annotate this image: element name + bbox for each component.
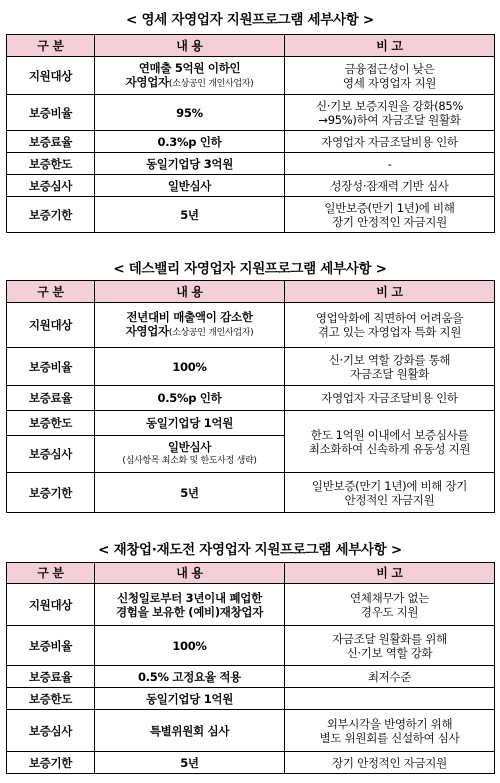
- row-remarks: [285, 584, 495, 626]
- remarks-line: 연체채무가 없는: [349, 590, 430, 605]
- header-content: 내 용: [95, 563, 285, 584]
- table-row: [7, 473, 495, 513]
- section-death-valley: [6, 255, 494, 525]
- row-remarks: 자영업자 자금조달비용 인하: [285, 131, 495, 153]
- table-row: [7, 153, 495, 175]
- section-small-business: [6, 0, 494, 255]
- remarks-line: 일반보증(만기 1년)에 비해: [324, 200, 455, 215]
- content-line: [98, 75, 281, 91]
- row-label: 보증심사: [7, 436, 95, 473]
- header-remarks: 비 고: [285, 563, 495, 584]
- content-line: [98, 324, 281, 340]
- table-row: [7, 584, 495, 626]
- row-label: 보증한도: [7, 153, 95, 175]
- row-remarks: 장기 안정적인 자금지원: [285, 752, 495, 774]
- remarks-line: 안정적인 자금지원: [344, 492, 435, 507]
- remarks-line: 별도 위원회를 신설하여 심사: [319, 730, 460, 745]
- remarks-line: 신·기보 역할 강화: [346, 645, 433, 660]
- row-label: 보증한도: [7, 411, 95, 436]
- table-row: [7, 175, 495, 197]
- header-category: 구 분: [7, 35, 95, 57]
- remarks-line: 장기 안정적인 자금지원: [332, 214, 447, 229]
- row-label: 보증비율: [7, 95, 95, 131]
- row-content: 일반심사: [95, 175, 285, 197]
- details-table: [6, 280, 495, 513]
- remarks-line: 영업악화에 직면하여 어려움을: [315, 311, 464, 325]
- table-header-row: [7, 35, 495, 57]
- row-label: 지원대상: [7, 303, 95, 348]
- table-row: [7, 688, 495, 710]
- row-content: 특별위원회 심사: [95, 710, 285, 752]
- row-content: 5년: [95, 197, 285, 233]
- row-label: 지원대상: [7, 584, 95, 626]
- content-note: (소상공인 개인사업자): [168, 328, 254, 338]
- remarks-line: 자금조달 원활화: [349, 366, 430, 381]
- row-remarks: [285, 303, 495, 348]
- row-content: 동일기업당 1억원: [95, 688, 285, 710]
- row-content: [95, 303, 285, 348]
- header-remarks: 비 고: [285, 35, 495, 57]
- section-title: < 재창업·재도전 자영업자 지원프로그램 세부사항 >: [98, 542, 402, 558]
- remarks-line: 겪고 있는 자영업자 특화 지원: [317, 325, 462, 339]
- content-note: (심사항목 최소화 및 한도사정 생략): [122, 456, 257, 466]
- row-label: 보증료율: [7, 386, 95, 411]
- row-content: [95, 436, 285, 473]
- table-row: [7, 303, 495, 348]
- row-content: 0.3%p 인하: [95, 131, 285, 153]
- table-row: [7, 57, 495, 95]
- row-content: 95%: [95, 95, 285, 131]
- row-content: [95, 57, 285, 95]
- row-label: 보증한도: [7, 688, 95, 710]
- row-remarks: 성장성·잠재력 기반 심사: [285, 175, 495, 197]
- row-content: 0.5% 고정요율 적용: [95, 666, 285, 688]
- remarks-line: 경우도 지원: [360, 604, 419, 619]
- row-remarks: [285, 348, 495, 386]
- remarks-line: →95%)하여 자금조달 원활화: [318, 112, 461, 127]
- remarks-line: 영세 자영업자 지원: [342, 75, 437, 90]
- table-row: [7, 411, 495, 436]
- table-row: [7, 710, 495, 752]
- row-content: 100%: [95, 348, 285, 386]
- row-content: 0.5%p 인하: [95, 386, 285, 411]
- table-row: [7, 131, 495, 153]
- row-label: 보증료율: [7, 131, 95, 153]
- content-emphasis: 자영업자: [125, 324, 169, 338]
- remarks-line: 금융접근성이 낮은: [344, 61, 435, 76]
- header-category: 구 분: [7, 563, 95, 584]
- table-header-row: [7, 563, 495, 584]
- header-remarks: 비 고: [285, 281, 495, 303]
- row-label: 보증심사: [7, 710, 95, 752]
- table-row: [7, 348, 495, 386]
- table-row: [7, 386, 495, 411]
- row-remarks: [285, 197, 495, 233]
- row-remarks: [285, 688, 495, 710]
- row-remarks: 최저수준: [285, 666, 495, 688]
- remarks-line: 일반보증(만기 1년)에 비해 장기: [311, 478, 468, 493]
- row-label: 보증기한: [7, 197, 95, 233]
- row-remarks: [285, 411, 495, 473]
- content-line: 연매출 5억원 이하인: [138, 60, 241, 75]
- details-table: [6, 34, 495, 233]
- table-row: [7, 95, 495, 131]
- row-remarks: 자영업자 자금조달비용 인하: [285, 386, 495, 411]
- row-content: 5년: [95, 752, 285, 774]
- content-line: 신청일로부터 3년이내 폐업한: [117, 590, 262, 605]
- remarks-line: 최소화하여 신속하게 유동성 지원: [308, 441, 471, 456]
- remarks-line: 신·기보 보증지원을 강화(85%: [315, 98, 463, 113]
- row-label: 보증료율: [7, 666, 95, 688]
- details-table: [6, 562, 495, 774]
- remarks-line: 한도 1억원 이내에서 보증심사를: [310, 427, 469, 442]
- content-line: 경험을 보유한 (예비)재창업자: [115, 604, 264, 619]
- row-label: 보증비율: [7, 626, 95, 666]
- section-title: < 영세 자영업자 지원프로그램 세부사항 >: [126, 12, 374, 28]
- row-content: 5년: [95, 473, 285, 513]
- remarks-line: 신·기보 역할 강화를 통해: [328, 352, 451, 367]
- row-label: 보증심사: [7, 175, 95, 197]
- row-remarks: [285, 473, 495, 513]
- content-emphasis: 자영업자: [125, 74, 169, 89]
- row-remarks: [285, 57, 495, 95]
- table-row: [7, 197, 495, 233]
- row-content: 동일기업당 1억원: [95, 411, 285, 436]
- content-line: 일반심사: [167, 440, 212, 454]
- content-note: (소상공인 개인사업자): [168, 78, 254, 89]
- content-line: 전년대비 매출액이 감소한: [126, 310, 253, 324]
- section-title: < 데스밸리 자영업자 지원프로그램 세부사항 >: [113, 261, 387, 277]
- row-label: 지원대상: [7, 57, 95, 95]
- row-label: 보증기한: [7, 752, 95, 774]
- table-row: [7, 666, 495, 688]
- row-remarks: [285, 95, 495, 131]
- table-row: [7, 626, 495, 666]
- remarks-line: 외부시각을 반영하기 위해: [326, 716, 453, 731]
- row-label: 보증비율: [7, 348, 95, 386]
- header-content: 내 용: [95, 35, 285, 57]
- row-remarks: [285, 626, 495, 666]
- row-remarks: [285, 710, 495, 752]
- row-remarks: -: [285, 153, 495, 175]
- row-label: 보증기한: [7, 473, 95, 513]
- section-restart: [6, 525, 494, 783]
- table-header-row: [7, 281, 495, 303]
- table-row: [7, 752, 495, 774]
- header-category: 구 분: [7, 281, 95, 303]
- remarks-line: 자금조달 원활화를 위해: [332, 631, 447, 646]
- row-content: [95, 584, 285, 626]
- row-content: 동일기업당 3억원: [95, 153, 285, 175]
- header-content: 내 용: [95, 281, 285, 303]
- row-content: 100%: [95, 626, 285, 666]
